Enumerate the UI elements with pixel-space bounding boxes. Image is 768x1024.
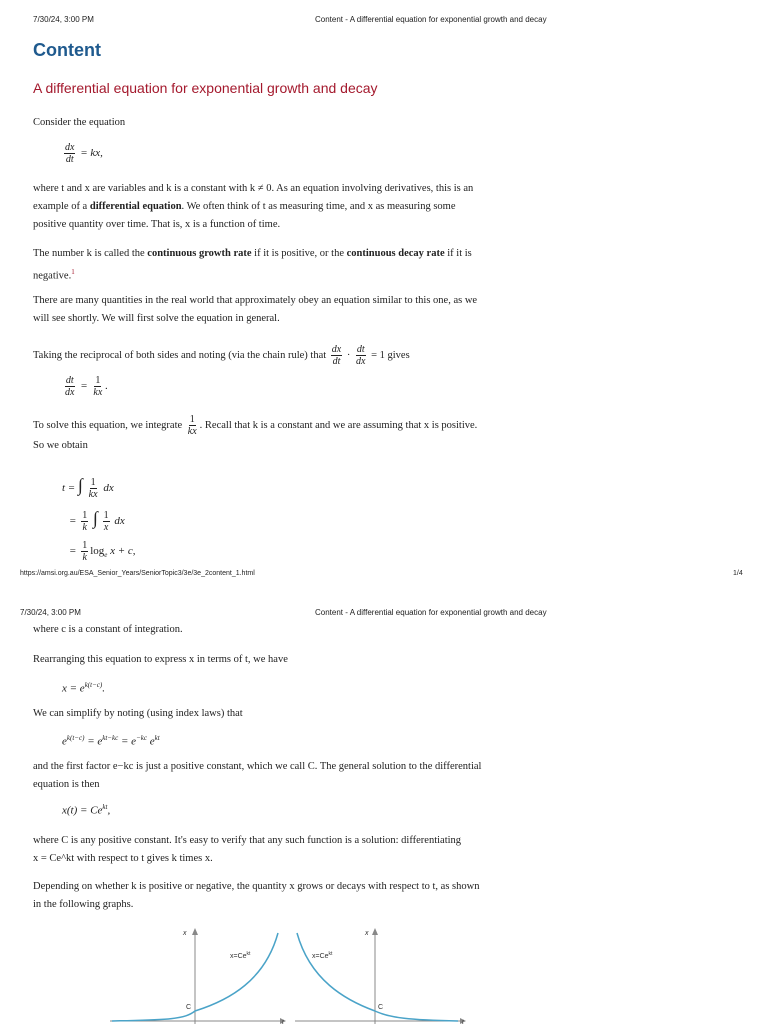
equation-index-laws: $e^{k(t-c)} = e^{kt-kc} = e^{-kc}$ $e^{kt}$ bbox=[62, 734, 160, 748]
curve-label: $x=Ce^{kt}$ bbox=[230, 951, 251, 960]
footnote-link[interactable]: 1 bbox=[71, 268, 75, 276]
paragraph-solve-line1: To solve this equation, we integrate $\frac{1}{kx}$ . Recall that k is a constant and we are assuming that x is positive. bbox=[33, 414, 478, 437]
text: = 1 gives bbox=[371, 349, 410, 361]
term-continuous-decay-rate: continuous decay rate bbox=[346, 248, 445, 259]
equation-x-exp: $x = e^{k(t-c)}$. bbox=[62, 681, 105, 695]
decay-graph bbox=[295, 928, 466, 1024]
print-header-title-2: Content - A differential equation for exponential growth and decay bbox=[315, 608, 547, 617]
paragraph-reciprocal: Taking the reciprocal of both sides and noting (via the chain rule) that $\frac{dx}{dt}$ · $\frac{dt}{dx}$ = 1 gives bbox=[33, 344, 410, 367]
equation-general-solution: $x(t) = Ce^{kt}$, bbox=[62, 803, 111, 817]
exponent: k(t−c) bbox=[84, 681, 103, 689]
paragraph-where-line3: positive quantity over time. That is, x is a function of time. bbox=[33, 219, 281, 230]
integral-line1: t = ∫ $\frac{1}{kx}$ dx bbox=[62, 475, 114, 500]
text: x(t) = Ce bbox=[62, 804, 103, 817]
text: if it is bbox=[444, 248, 472, 259]
paragraph-depending bbox=[33, 878, 543, 914]
print-footer-url[interactable]: https://amsi.org.au/ESA_Senior_Years/SeniorTopic3/3e/3e_2content_1.html bbox=[20, 570, 255, 577]
y-axis-arrow-icon bbox=[192, 928, 198, 935]
content-heading: Content bbox=[33, 40, 101, 60]
growth-graph bbox=[110, 928, 286, 1024]
paragraph-any-line2: x = Ce^kt with respect to t gives k times x. bbox=[33, 853, 213, 864]
paragraph-where-line1: where t and x are variables and k is a constant with k ≠ 0. As an equation involving derivatives, this is an bbox=[33, 183, 474, 194]
y-axis-arrow-icon bbox=[372, 928, 378, 935]
paragraph-consider: Consider the equation bbox=[33, 117, 126, 128]
text: Taking the reciprocal of both sides and noting (via the chain rule) that bbox=[33, 349, 327, 361]
text: x = e bbox=[62, 682, 85, 695]
paragraph-first-factor bbox=[33, 758, 543, 794]
text: example of a bbox=[33, 201, 90, 212]
intercept-label: C bbox=[186, 1004, 192, 1011]
integral-line2: = $\frac{1}{k}$ ∫ $\frac{1}{x}$ dx bbox=[69, 508, 125, 533]
intercept-label: C bbox=[378, 1004, 384, 1011]
paragraph-first-line2: equation is then bbox=[33, 779, 100, 790]
text: The number k is called the bbox=[33, 248, 148, 259]
print-header-title: Content - A differential equation for exponential growth and decay bbox=[315, 15, 547, 24]
print-footer-page: 1/4 bbox=[733, 570, 743, 577]
paragraph-number bbox=[33, 245, 543, 286]
equation-rhs: = kx, bbox=[80, 147, 103, 160]
text: if it is positive, or the bbox=[251, 248, 347, 259]
y-axis-label: x bbox=[183, 930, 187, 937]
equation-dtdx: $\frac{dt}{dx}$ = $\frac{1}{kx}$ . bbox=[65, 375, 109, 398]
paragraph-first-line1: and the first factor e−kc is just a positive constant, which we call C. The general solution to the differential bbox=[33, 761, 482, 772]
print-header-date-2: 7/30/24, 3:00 PM bbox=[20, 608, 81, 617]
term-differential-equation: differential equation bbox=[89, 201, 182, 212]
paragraph-many-line2: will see shortly. We will first solve the equation in general. bbox=[33, 313, 280, 324]
paragraph-rearranging: Rearranging this equation to express x in terms of t, we have bbox=[33, 654, 288, 665]
graphs-figure bbox=[100, 925, 480, 1024]
paragraph-many bbox=[33, 292, 543, 328]
text: negative. bbox=[33, 270, 72, 282]
y-axis-label: x bbox=[365, 930, 369, 937]
x-axis-label: t bbox=[282, 1020, 284, 1024]
term-continuous-growth-rate: continuous growth rate bbox=[147, 248, 252, 259]
paragraph-where bbox=[33, 180, 543, 234]
exponent: kt bbox=[102, 803, 108, 811]
paragraph-any-constant bbox=[33, 832, 543, 868]
curve-label: $x=Ce^{kt}$ bbox=[312, 951, 333, 960]
print-header-date: 7/30/24, 3:00 PM bbox=[33, 15, 94, 24]
paragraph-number-line2 bbox=[33, 263, 543, 286]
paragraph-simplify: We can simplify by noting (using index laws) that bbox=[33, 708, 243, 719]
paragraph-depending-line1: Depending on whether k is positive or negative, the quantity x grows or decays with respect to t, as shown bbox=[33, 881, 480, 892]
paragraph-solve bbox=[33, 414, 553, 455]
equation-dxdt-kx: $\frac{dx}{dt}$ = kx, bbox=[65, 142, 103, 165]
section-heading: A differential equation for exponential growth and decay bbox=[33, 80, 378, 96]
paragraph-depending-line2: in the following graphs. bbox=[33, 899, 134, 910]
text: . We often think of t as measuring time, and x as measuring some bbox=[181, 201, 456, 212]
paragraph-solve-line2: So we obtain bbox=[33, 440, 88, 451]
paragraph-number-line1 bbox=[33, 245, 543, 263]
paragraph-where-line2 bbox=[33, 198, 543, 216]
integral-line3: = $\frac{1}{k}$ $\log_e x + c$, bbox=[69, 539, 136, 563]
text: To solve this equation, we integrate bbox=[33, 419, 183, 431]
x-axis-label: t bbox=[462, 1020, 464, 1024]
paragraph-constant-c: where c is a constant of integration. bbox=[33, 624, 183, 635]
paragraph-many-line1: There are many quantities in the real world that approximately obey an equation similar to this one, as we bbox=[33, 295, 478, 306]
text: . Recall that k is a constant and we are assuming that x is positive. bbox=[199, 419, 478, 431]
equation-integral-block bbox=[62, 470, 136, 570]
paragraph-any-line1: where C is any positive constant. It's easy to verify that any such function is a solution: differentiating bbox=[33, 835, 462, 846]
